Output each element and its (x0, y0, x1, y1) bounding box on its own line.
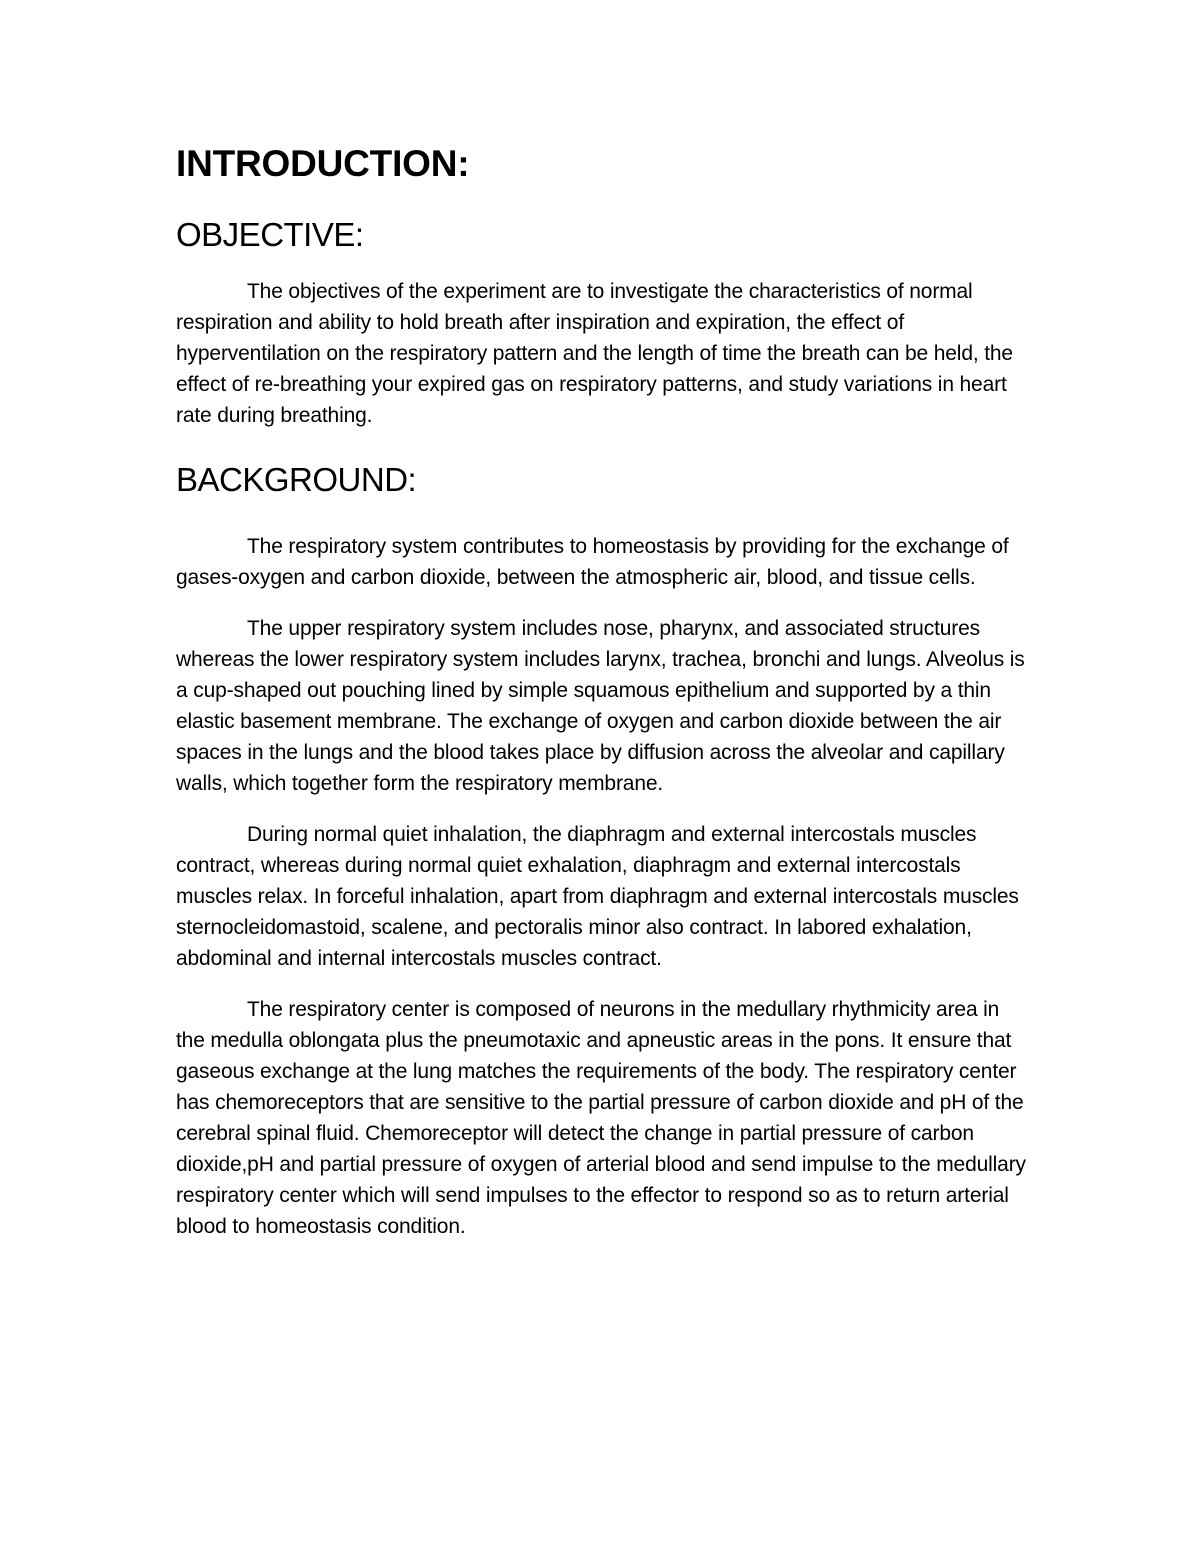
objective-paragraph: The objectives of the experiment are to investigate the characteristics of normal respiration and ability to hold breath after inspiration and expiration, the effect of hyperventilation on the respiratory pattern and the length of time the breath can be held, the effect of re-breathing your expired gas on respiratory patterns, and study variations in heart rate during breathing. (176, 280, 1013, 427)
section-heading-background: BACKGROUND: (176, 461, 417, 498)
background-paragraph-2: The upper respiratory system includes nose, pharynx, and associated structures whereas the lower respiratory system includes larynx, trachea, bronchi and lungs. Alveolus is a cup-shaped out pouching lined by simple squamous epithelium and supported by a thin elastic basement membrane. The exchange of oxygen and carbon dioxide between the air spaces in the lungs and the blood takes place by diffusion across the alveolar and capillary walls, which together form the respiratory membrane. (176, 617, 1025, 795)
document-title: INTRODUCTION: (176, 143, 470, 184)
background-paragraph-1: The respiratory system contributes to homeostasis by providing for the exchange of gases-oxygen and carbon dioxide, between the atmospheric air, blood, and tissue cells. (176, 535, 1009, 589)
document-body (176, 140, 1026, 1242)
background-paragraph-3: During normal quiet inhalation, the diaphragm and external intercostals muscles contract, whereas during normal quiet exhalation, diaphragm and external intercostals muscles relax. In forceful inhalation, apart from diaphragm and external intercostals muscles sternocleidomastoid, scalene, and pectoralis minor also contract. In labored exhalation, abdominal and internal intercostals muscles contract. (176, 823, 1019, 970)
background-paragraph-4: The respiratory center is composed of neurons in the medullary rhythmicity area in the medulla oblongata plus the pneumotaxic and apneustic areas in the pons. It ensure that gaseous exchange at the lung matches the requirements of the body. The respiratory center has chemoreceptors that are sensitive to the partial pressure of carbon dioxide and pH of the cerebral spinal fluid. Chemoreceptor will detect the change in partial pressure of carbon dioxide,pH and partial pressure of oxygen of arterial blood and send impulse to the medullary respiratory center which will send impulses to the effector to respond so as to return arterial blood to homeostasis condition. (176, 998, 1026, 1238)
section-heading-objective: OBJECTIVE: (176, 216, 364, 253)
